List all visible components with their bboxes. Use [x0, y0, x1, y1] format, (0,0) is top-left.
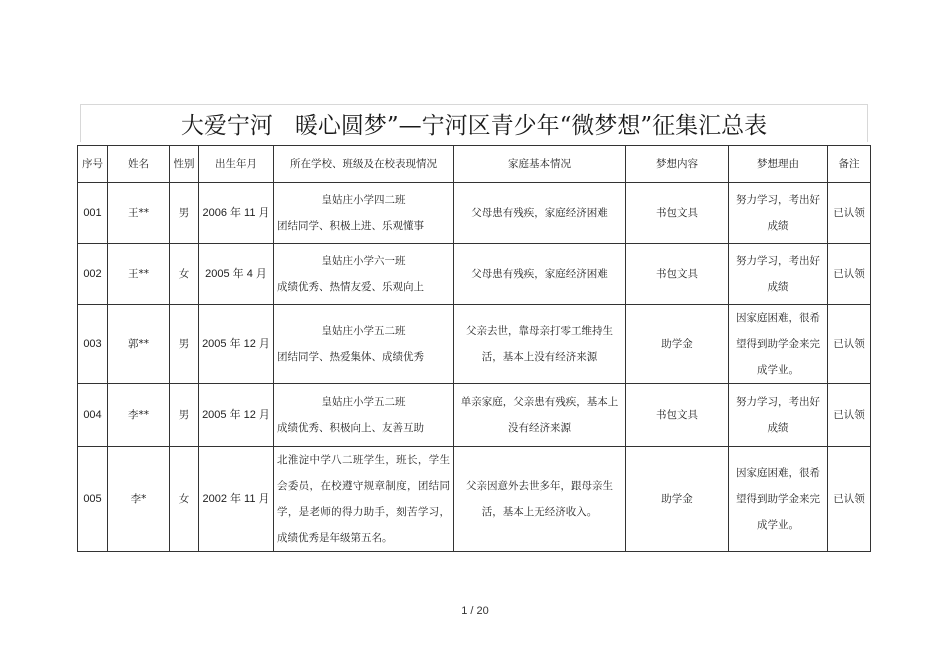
- family-cell: 父亲因意外去世多年，跟母亲生活，基本上无经济收入。: [454, 447, 626, 552]
- school-performance: 成绩优秀、积极向上、友善互助: [277, 422, 424, 434]
- note-cell: 已认领: [828, 447, 871, 552]
- dream-cell: 助学金: [626, 447, 729, 552]
- birth-cell: 2006 年 11 月: [199, 183, 274, 244]
- reason-cell: 因家庭困难，很希望得到助学金来完成学业。: [729, 447, 828, 552]
- school-cell: [274, 305, 454, 384]
- header-cell: 序号: [78, 146, 108, 183]
- note-cell: 已认领: [828, 183, 871, 244]
- birth-cell: 2005 年 4 月: [199, 244, 274, 305]
- reason-cell: 努力学习，考出好成绩: [729, 183, 828, 244]
- dream-cell: 书包文具: [626, 183, 729, 244]
- note-cell: 已认领: [828, 305, 871, 384]
- gender-cell: 男: [170, 305, 199, 384]
- id-cell: 002: [78, 244, 108, 305]
- table-row: [78, 244, 871, 305]
- note-cell: 已认领: [828, 244, 871, 305]
- header-cell: 梦想内容: [626, 146, 729, 183]
- dream-cell: 书包文具: [626, 384, 729, 447]
- birth-cell: 2005 年 12 月: [199, 384, 274, 447]
- school-cell: [274, 183, 454, 244]
- summary-table: [77, 145, 871, 552]
- family-cell: 父母患有残疾，家庭经济困难: [454, 244, 626, 305]
- header-cell: 梦想理由: [729, 146, 828, 183]
- school-performance: 成绩优秀、热情友爱、乐观向上: [277, 281, 424, 293]
- table-row: [78, 305, 871, 384]
- id-cell: 005: [78, 447, 108, 552]
- header-cell: 姓名: [108, 146, 170, 183]
- school-name: 皇姑庄小学五二班: [321, 396, 406, 408]
- page-title: 大爱宁河 暖心圆梦”—宁河区青少年“微梦想”征集汇总表: [180, 113, 768, 139]
- page-number: 1 / 20: [461, 605, 489, 617]
- school-performance: 团结同学、积极上进、乐观懂事: [277, 220, 424, 232]
- table-row: [78, 447, 871, 552]
- school-name: 皇姑庄小学五二班: [321, 325, 406, 337]
- school-performance: 北淮淀中学八二班学生，班长，学生会委员，在校遵守规章制度，团结同学，是老师的得力助手，刻苦学习，成绩优秀是年级第五名。: [277, 454, 450, 544]
- title-box: [80, 104, 868, 142]
- dream-cell: 助学金: [626, 305, 729, 384]
- family-cell: 父母患有残疾，家庭经济困难: [454, 183, 626, 244]
- gender-cell: 女: [170, 244, 199, 305]
- birth-cell: 2005 年 12 月: [199, 305, 274, 384]
- family-cell: 父亲去世，靠母亲打零工维持生活，基本上没有经济来源: [454, 305, 626, 384]
- reason-cell: 努力学习，考出好成绩: [729, 384, 828, 447]
- school-cell: [274, 447, 454, 552]
- table-row: [78, 183, 871, 244]
- header-cell: 性别: [170, 146, 199, 183]
- school-performance: 团结同学、热爱集体、成绩优秀: [277, 351, 424, 363]
- school-name: 皇姑庄小学四二班: [321, 194, 406, 206]
- table-row: [78, 384, 871, 447]
- header-cell: 备注: [828, 146, 871, 183]
- name-cell: 李**: [108, 384, 170, 447]
- note-cell: 已认领: [828, 384, 871, 447]
- name-cell: 王**: [108, 183, 170, 244]
- gender-cell: 女: [170, 447, 199, 552]
- school-name: 皇姑庄小学六一班: [321, 255, 406, 267]
- gender-cell: 男: [170, 183, 199, 244]
- dream-cell: 书包文具: [626, 244, 729, 305]
- name-cell: 郭**: [108, 305, 170, 384]
- reason-cell: 努力学习，考出好成绩: [729, 244, 828, 305]
- gender-cell: 男: [170, 384, 199, 447]
- id-cell: 003: [78, 305, 108, 384]
- school-cell: [274, 384, 454, 447]
- school-cell: [274, 244, 454, 305]
- family-cell: 单亲家庭，父亲患有残疾，基本上没有经济来源: [454, 384, 626, 447]
- id-cell: 001: [78, 183, 108, 244]
- reason-cell: 因家庭困难，很希望得到助学金来完成学业。: [729, 305, 828, 384]
- id-cell: 004: [78, 384, 108, 447]
- header-cell: 家庭基本情况: [454, 146, 626, 183]
- header-cell: 所在学校、班级及在校表现情况: [274, 146, 454, 183]
- name-cell: 李*: [108, 447, 170, 552]
- birth-cell: 2002 年 11 月: [199, 447, 274, 552]
- name-cell: 王**: [108, 244, 170, 305]
- header-cell: 出生年月: [199, 146, 274, 183]
- table-header-row: [78, 146, 871, 183]
